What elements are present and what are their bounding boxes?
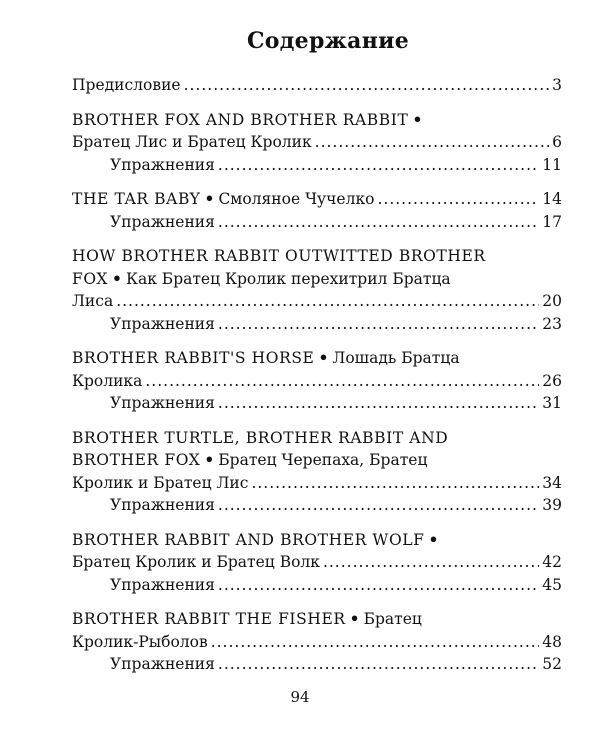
dot-leader [377,188,539,211]
toc-entry[interactable] [72,608,562,676]
entry-title-ru: Братец Кролик и Братец Волк [72,553,320,571]
exercises-label: Упражнения [110,314,215,333]
entry-title-ru: Кролика [72,371,143,390]
entry-title-en: HOW BROTHER RABBIT OUTWITTED BROTHER [72,247,486,265]
dot-leader [218,574,539,597]
bullet-separator: • [318,348,329,367]
toc-entry[interactable] [72,529,562,597]
exercises-line[interactable] [72,313,562,336]
entry-title-ru: Братец Лис и Братец Кролик [72,133,312,151]
exercises-label: Упражнения [110,575,215,594]
exercises-line[interactable] [72,154,562,177]
dot-leader [323,551,539,574]
bullet-separator: • [112,268,122,288]
entry-title-ru: Кролик-Рыболов [72,632,208,651]
page-ref: 14 [542,190,562,208]
exercises-line[interactable] [72,574,562,597]
entry-title-en: THE TAR BABY [72,190,201,208]
exercises-label: Упражнения [110,394,215,412]
entry-title-en: FOX [72,269,109,288]
page-ref: 52 [542,655,562,673]
dot-leader [251,472,539,495]
dot-leader [145,370,539,393]
page-number: 94 [290,688,310,706]
page-ref: 11 [542,155,562,174]
entry-title-en: BROTHER RABBIT AND BROTHER WOLF [72,530,425,549]
page-ref: 31 [542,394,562,412]
exercises-line[interactable] [72,653,562,676]
entry-title-ru: Братец [363,610,422,628]
entry-title-ru: Братец Черепаха, Братец [218,451,428,469]
dot-leader [211,631,540,654]
entry-title-en: BROTHER FOX [72,451,201,469]
exercises-label: Упражнения [110,212,215,231]
page-title: Содержание [246,28,410,54]
table-of-contents [72,28,562,688]
toc-entry[interactable] [72,347,562,415]
page-ref: 3 [552,76,562,94]
page-ref: 45 [542,575,562,594]
page-ref: 48 [542,632,562,651]
page-ref: 6 [552,133,562,151]
page-ref: 26 [542,371,562,390]
toc-entry[interactable] [72,427,562,517]
dot-leader [218,211,539,234]
toc-entry-preface[interactable] [72,74,562,97]
dot-leader [218,494,539,517]
entry-title: Предисловие [72,76,181,94]
exercises-line[interactable] [72,211,562,234]
exercises-line[interactable] [72,494,562,517]
toc-entry[interactable] [72,109,562,177]
bullet-separator: • [349,609,360,628]
dot-leader [218,154,539,177]
entry-title-en: BROTHER TURTLE, BROTHER RABBIT AND [72,428,449,447]
page-ref: 23 [542,314,562,333]
bullet-separator: • [428,529,439,549]
exercises-line[interactable] [72,392,562,415]
toc-entry[interactable] [72,188,562,233]
entry-title-ru: Смоляное Чучелко [218,190,375,208]
exercises-label: Упражнения [110,155,215,174]
dot-leader [218,392,539,415]
exercises-label: Упражнения [110,655,215,673]
entry-title-ru: Лошадь Братца [332,349,460,367]
entry-title-ru: Как Братец Кролик перехитрил Братца [125,269,451,288]
page-ref: 39 [542,496,562,514]
toc-entry[interactable] [72,245,562,335]
page-ref: 17 [542,212,562,231]
entry-title-en: BROTHER FOX AND BROTHER RABBIT [72,110,409,129]
page-ref: 34 [542,473,562,492]
bullet-separator: • [204,450,215,469]
dot-leader [218,313,539,336]
dot-leader [184,74,550,97]
page-ref: 20 [542,292,562,310]
bullet-separator: • [204,189,215,208]
entry-title-ru: Лиса [72,292,114,310]
entry-title-en: BROTHER RABBIT'S HORSE [72,349,315,367]
entry-title-en: BROTHER RABBIT THE FISHER [72,610,346,628]
exercises-label: Упражнения [110,496,215,514]
bullet-separator: • [412,109,423,129]
dot-leader [218,653,539,676]
dot-leader [315,131,549,154]
dot-leader [116,290,539,313]
entry-title-ru: Кролик и Братец Лис [72,473,249,492]
page-ref: 42 [542,553,562,571]
